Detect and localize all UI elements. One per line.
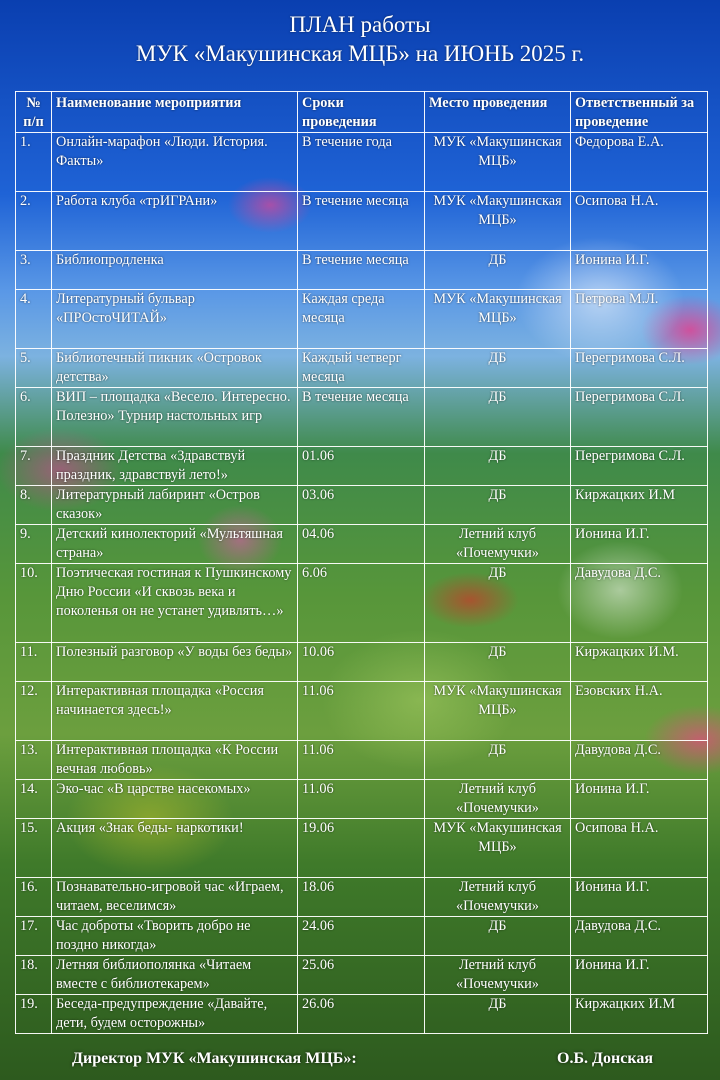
cell-num: 1. (16, 133, 52, 192)
cell-num: 10. (16, 564, 52, 643)
cell-dates: 11.06 (298, 682, 425, 741)
cell-place: Летний клуб «Почемучки» (425, 780, 571, 819)
table-row (16, 917, 708, 956)
cell-dates: 26.06 (298, 995, 425, 1034)
cell-dates: 03.06 (298, 486, 425, 525)
cell-dates: В течение месяца (298, 388, 425, 447)
cell-place: ДБ (425, 564, 571, 643)
cell-dates: В течение месяца (298, 251, 425, 290)
cell-dates: 6.06 (298, 564, 425, 643)
cell-dates: 10.06 (298, 643, 425, 682)
cell-responsible: Перегримова С.Л. (571, 388, 708, 447)
cell-num: 12. (16, 682, 52, 741)
cell-dates: 11.06 (298, 741, 425, 780)
table-row (16, 878, 708, 917)
page-title (0, 10, 720, 68)
cell-name: Литературный бульвар «ПРОстоЧИТАЙ» (52, 290, 298, 349)
header-name: Наименование мероприятия (52, 92, 298, 133)
cell-place: ДБ (425, 251, 571, 290)
cell-responsible: Ионина И.Г. (571, 525, 708, 564)
cell-name: Полезный разговор «У воды без беды» (52, 643, 298, 682)
table-row (16, 388, 708, 447)
header-place: Место проведения (425, 92, 571, 133)
table-row (16, 192, 708, 251)
cell-responsible: Киржацких И.М. (571, 643, 708, 682)
cell-responsible: Перегримова С.Л. (571, 349, 708, 388)
cell-responsible: Перегримова С.Л. (571, 447, 708, 486)
cell-name: Беседа-предупреждение «Давайте, дети, будем осторожны» (52, 995, 298, 1034)
title-line-1: ПЛАН работы (289, 12, 431, 37)
cell-name: Познавательно-игровой час «Играем, читаем, веселимся» (52, 878, 298, 917)
table-row (16, 643, 708, 682)
cell-place: МУК «Макушинская МЦБ» (425, 133, 571, 192)
header-responsible: Ответственный за проведение (571, 92, 708, 133)
cell-dates: 25.06 (298, 956, 425, 995)
cell-num: 3. (16, 251, 52, 290)
cell-responsible: Ионина И.Г. (571, 780, 708, 819)
cell-name: Акция «Знак беды- наркотики! (52, 819, 298, 878)
table-row (16, 349, 708, 388)
table-row (16, 133, 708, 192)
cell-place: МУК «Макушинская МЦБ» (425, 682, 571, 741)
cell-name: Поэтическая гостиная к Пушкинскому Дню России «И сквозь века и поколенья он не устанет удивлять…» (52, 564, 298, 643)
cell-dates: 24.06 (298, 917, 425, 956)
cell-responsible: Осипова Н.А. (571, 192, 708, 251)
table-row (16, 447, 708, 486)
cell-num: 17. (16, 917, 52, 956)
cell-name: Онлайн-марафон «Люди. История. Факты» (52, 133, 298, 192)
cell-name: Летняя библиополянка «Читаем вместе с библиотекарем» (52, 956, 298, 995)
cell-name: Интерактивная площадка «Россия начинается здесь!» (52, 682, 298, 741)
table-row (16, 486, 708, 525)
cell-place: МУК «Макушинская МЦБ» (425, 290, 571, 349)
cell-num: 8. (16, 486, 52, 525)
cell-dates: В течение года (298, 133, 425, 192)
cell-responsible: Ионина И.Г. (571, 878, 708, 917)
signature-block (0, 1050, 720, 1076)
cell-place: МУК «Макушинская МЦБ» (425, 192, 571, 251)
cell-num: 2. (16, 192, 52, 251)
table-row (16, 995, 708, 1034)
cell-dates: 18.06 (298, 878, 425, 917)
cell-num: 15. (16, 819, 52, 878)
cell-num: 18. (16, 956, 52, 995)
cell-responsible: Ионина И.Г. (571, 956, 708, 995)
cell-responsible: Давудова Д.С. (571, 564, 708, 643)
cell-name: Библиопродленка (52, 251, 298, 290)
cell-name: Праздник Детства «Здравствуй праздник, здравствуй лето!» (52, 447, 298, 486)
header-dates: Сроки проведения (298, 92, 425, 133)
cell-num: 6. (16, 388, 52, 447)
cell-name: Детский кинолекторий «Мультяшная страна» (52, 525, 298, 564)
cell-place: ДБ (425, 917, 571, 956)
cell-place: ДБ (425, 486, 571, 525)
header-num: № п/п (16, 92, 52, 133)
cell-responsible: Езовских Н.А. (571, 682, 708, 741)
table-row (16, 682, 708, 741)
title-line-2: МУК «Макушинская МЦБ» на ИЮНЬ 2025 г. (135, 41, 585, 66)
cell-place: Летний клуб «Почемучки» (425, 878, 571, 917)
cell-name: Библиотечный пикник «Островок детства» (52, 349, 298, 388)
cell-num: 13. (16, 741, 52, 780)
cell-num: 7. (16, 447, 52, 486)
table-row (16, 956, 708, 995)
director-title: Директор МУК «Макушинская МЦБ»: (72, 1050, 357, 1067)
cell-responsible: Петрова М.Л. (571, 290, 708, 349)
cell-responsible: Давудова Д.С. (571, 741, 708, 780)
cell-dates: В течение месяца (298, 192, 425, 251)
table-row (16, 251, 708, 290)
cell-num: 16. (16, 878, 52, 917)
cell-dates: Каждый четверг месяца (298, 349, 425, 388)
table-header-row (16, 92, 708, 133)
cell-responsible: Федорова Е.А. (571, 133, 708, 192)
cell-name: Литературный лабиринт «Остров сказок» (52, 486, 298, 525)
cell-place: ДБ (425, 388, 571, 447)
events-table (15, 91, 708, 1034)
cell-num: 5. (16, 349, 52, 388)
cell-num: 11. (16, 643, 52, 682)
cell-dates: Каждая среда месяца (298, 290, 425, 349)
cell-responsible: Киржацких И.М (571, 486, 708, 525)
cell-place: ДБ (425, 995, 571, 1034)
cell-num: 9. (16, 525, 52, 564)
cell-num: 4. (16, 290, 52, 349)
cell-dates: 04.06 (298, 525, 425, 564)
cell-place: Летний клуб «Почемучки» (425, 956, 571, 995)
table-row (16, 290, 708, 349)
cell-place: ДБ (425, 349, 571, 388)
director-name: О.Б. Донская (557, 1050, 653, 1067)
cell-num: 19. (16, 995, 52, 1034)
cell-name: Интерактивная площадка «К России вечная любовь» (52, 741, 298, 780)
cell-name: Эко-час «В царстве насекомых» (52, 780, 298, 819)
cell-place: Летний клуб «Почемучки» (425, 525, 571, 564)
cell-name: Работа клуба «трИГРАни» (52, 192, 298, 251)
table-row (16, 780, 708, 819)
cell-responsible: Осипова Н.А. (571, 819, 708, 878)
cell-dates: 19.06 (298, 819, 425, 878)
cell-place: ДБ (425, 741, 571, 780)
cell-place: ДБ (425, 643, 571, 682)
table-row (16, 525, 708, 564)
table-row (16, 741, 708, 780)
cell-name: Час доброты «Творить добро не поздно никогда» (52, 917, 298, 956)
cell-place: ДБ (425, 447, 571, 486)
cell-responsible: Давудова Д.С. (571, 917, 708, 956)
cell-responsible: Киржацких И.М (571, 995, 708, 1034)
cell-dates: 11.06 (298, 780, 425, 819)
cell-num: 14. (16, 780, 52, 819)
cell-dates: 01.06 (298, 447, 425, 486)
table-body (16, 133, 708, 1034)
cell-name: ВИП – площадка «Весело. Интересно. Полезно» Турнир настольных игр (52, 388, 298, 447)
table-row (16, 564, 708, 643)
table-row (16, 819, 708, 878)
cell-place: МУК «Макушинская МЦБ» (425, 819, 571, 878)
cell-responsible: Ионина И.Г. (571, 251, 708, 290)
